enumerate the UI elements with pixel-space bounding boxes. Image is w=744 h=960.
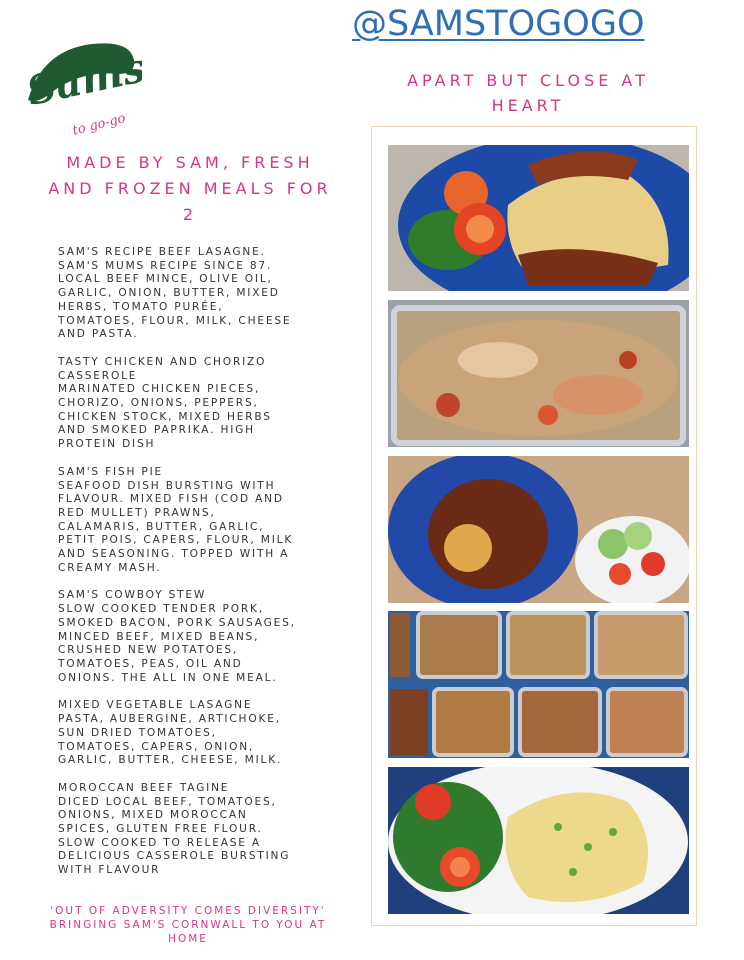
tagline: APART BUT CLOSE AT HEART	[407, 71, 649, 115]
made-by-heading: MADE BY SAM, FRESH AND FROZEN MEALS FOR 2	[48, 153, 332, 224]
fish-pie-photo	[388, 767, 689, 914]
chicken-casserole-photo	[388, 300, 689, 447]
recipe-beef-tagine: MOROCCAN BEEF TAGINE DICED LOCAL BEEF, TOMATOES, ONIONS, MIXED MOROCCAN SPICES, GLUTEN FREE FLOUR. SLOW COOKED TO RELEASE A DELICIOUS CASSEROLE BURSTING WITH FLAVOUR	[58, 781, 291, 877]
logo-subtext: to go-go	[71, 110, 128, 139]
closing-quote: 'OUT OF ADVERSITY COMES DIVERSITY' BRINGING SAM'S CORNWALL TO YOU AT HOME	[49, 905, 327, 945]
instagram-handle[interactable]: @SAMSTOGOGO	[352, 4, 645, 44]
recipe-cowboy-stew: SAM'S COWBOY STEW SLOW COOKED TENDER PORK, SMOKED BACON, PORK SAUSAGES, MINCED BEEF, MIXED BEANS, CRUSHED NEW POTATOES, TOMATOES, PEAS, OIL AND ONIONS. THE ALL IN ONE MEAL.	[58, 589, 296, 684]
lasagne-photo	[388, 145, 689, 291]
logo-text: Sams	[22, 44, 142, 115]
recipe-beef-lasagne: SAM'S RECIPE BEEF LASAGNE. SAM'S MUMS RECIPE SINCE 87. LOCAL BEEF MINCE, OLIVE OIL, GARLIC, ONION, BUTTER, MIXED HERBS, TOMATO PURÉE, TOMATOES, FLOUR, MILK, CHEESE AND PASTA.	[58, 246, 292, 341]
tagine-photo	[388, 456, 689, 603]
recipe-list	[58, 246, 333, 892]
sams-logo	[22, 30, 142, 140]
meal-trays-photo	[388, 611, 689, 758]
recipe-chicken-chorizo: TASTY CHICKEN AND CHORIZO CASSEROLE MARINATED CHICKEN PIECES, CHORIZO, ONIONS, PEPPERS, CHICKEN STOCK, MIXED HERBS AND SMOKED PAPRIKA. HIGH PROTEIN DISH	[58, 355, 272, 451]
recipe-fish-pie: SAM'S FISH PIE SEAFOOD DISH BURSTING WITH FLAVOUR. MIXED FISH (COD AND RED MULLET) PRAWNS, CALAMARIS, BUTTER, GARLIC, PETIT POIS, CAPERS, FLOUR, MILK AND SEASONING. TOPPED WITH A CREAMY MASH.	[58, 465, 294, 574]
recipe-vegetable-lasagne: MIXED VEGETABLE LASAGNE PASTA, AUBERGINE, ARTICHOKE, SUN DRIED TOMATOES, TOMATOES, CAPERS, ONION, GARLIC, BUTTER, CHEESE, MILK.	[58, 699, 283, 767]
